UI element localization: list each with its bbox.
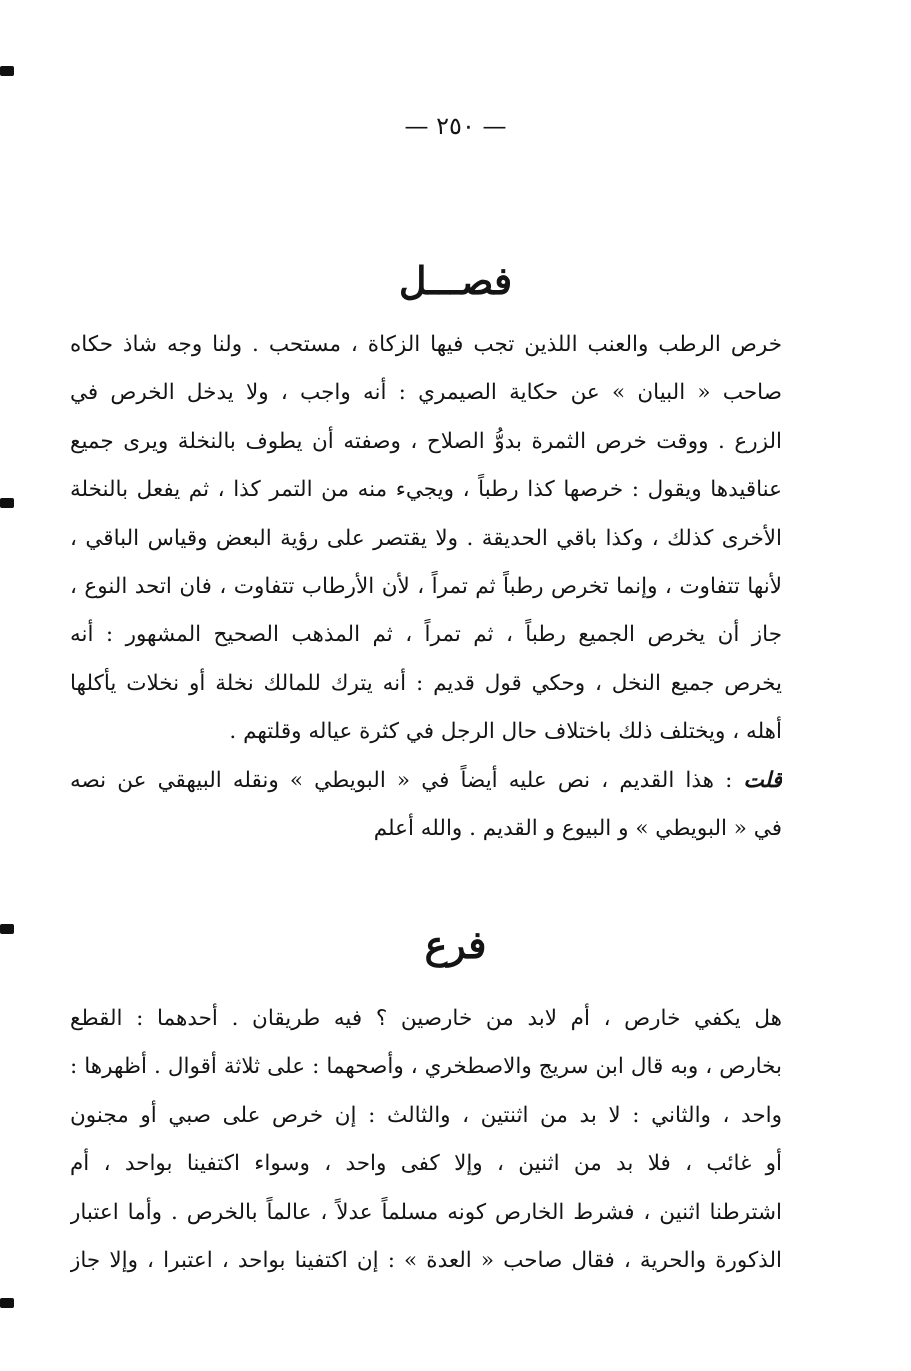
section-heading: فصـــل (398, 258, 513, 303)
text-line: عناقيدها ويقول : خرصها كذا رطباً ، ويجيء منه من التمر كذا ، ثم يفعل بالنخلة (70, 477, 782, 503)
page-number: — ٢٥٠ — (404, 112, 507, 140)
text-line (70, 757, 782, 805)
paragraph-3 (70, 995, 782, 1285)
text-line: واحد ، والثاني : لا بد من اثنتين ، والثالث : إن خرص على صبي أو مجنون (70, 1102, 782, 1128)
text-line: أو غائب ، فلا بد من اثنين ، وإلا كفى واحد ، وسواء اكتفينا بواحد ، أم (70, 1151, 782, 1177)
text-line: يخرص جميع النخل ، وحكي قول قديم : أنه يترك للمالك نخلة أو نخلات يأكلها (70, 670, 782, 696)
text-run: : هذا القديم ، نص عليه أيضاً في « البويطي » ونقله البيهقي عن نصه (70, 768, 744, 793)
text-line: خرص الرطب والعنب اللذين تجب فيها الزكاة ، مستحب . ولنا وجه شاذ حكاه (70, 332, 782, 357)
text-line: جاز أن يخرص الجميع رطباً ، ثم تمراً ، ثم المذهب الصحيح المشهور : أنه (70, 622, 782, 648)
text-line: الذكورة والحرية ، فقال صاحب « العدة » : إن اكتفينا بواحد ، اعتبرا ، وإلا جاز (70, 1248, 782, 1274)
scan-edge-mark (0, 1298, 14, 1308)
text-line: هل يكفي خارص ، أم لابد من خارصين ؟ فيه طريقان . أحدهما : القطع (70, 1006, 782, 1031)
paragraph-2 (70, 757, 782, 854)
section-heading: فرع (424, 922, 487, 967)
scan-edge-mark (0, 498, 14, 508)
text-line: اشترطنا اثنين ، فشرط الخارص كونه مسلماً عدلاً ، عالماً بالخرص . وأما اعتبار (70, 1199, 782, 1225)
text-line: صاحب « البيان » عن حكاية الصيمري : أنه واجب ، ولا يدخل الخرص في (70, 380, 782, 406)
scan-edge-mark (0, 66, 14, 76)
text-line: لأنها تتفاوت ، وإنما تخرص رطباً ثم تمراً ، لأن الأرطاب تتفاوت ، فان اتحد النوع ، (70, 574, 782, 600)
text-line: في « البويطي » و البيوع و القديم . والله أعلم (373, 816, 782, 842)
text-line: الزرع . ووقت خرص الثمرة بدوُّ الصلاح ، وصفته أن يطوف بالنخلة ويرى جميع (70, 428, 782, 454)
text-line: الأخرى كذلك ، وكذا باقي الحديقة . ولا يقتصر على رؤية البعض وقياس الباقي ، (70, 525, 782, 551)
paragraph-1 (70, 321, 782, 757)
lead-word: قلت (743, 768, 782, 793)
text-line: أهله ، ويختلف ذلك باختلاف حال الرجل في كثرة عياله وقلتهم . (229, 719, 782, 745)
text-line: بخارص ، وبه قال ابن سريج والاصطخري ، وأصحهما : على ثلاثة أقوال . أظهرها : (70, 1054, 782, 1080)
